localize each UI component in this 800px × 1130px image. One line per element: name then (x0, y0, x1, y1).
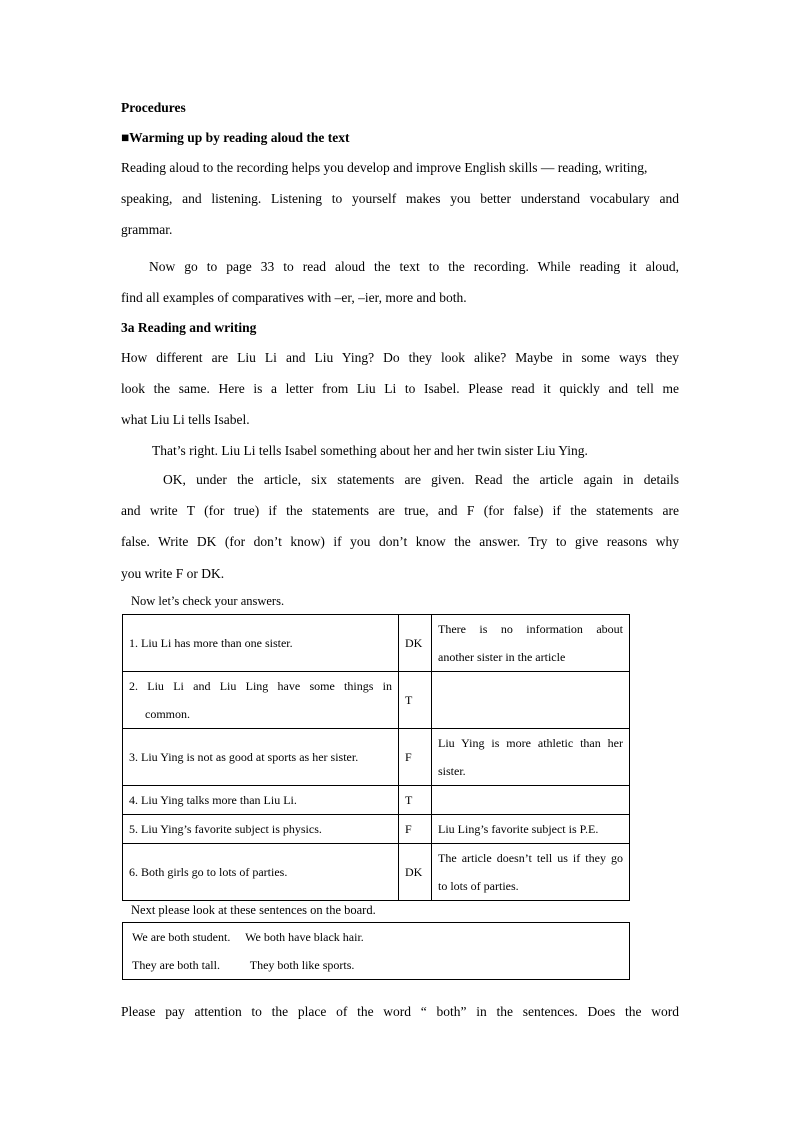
table-row (123, 672, 630, 729)
reason-text: The article doesn’t tell us if they go (438, 851, 623, 865)
square-bullet-icon: ■ (121, 130, 130, 145)
statement-text: 4. Liu Ying talks more than Liu Li. (129, 793, 297, 807)
reason-cell (432, 672, 630, 729)
reason-cell (432, 729, 630, 786)
reason-text: Liu Ling’s favorite subject is P.E. (438, 822, 599, 836)
reason-cell (432, 786, 630, 815)
reason-text: another sister in the article (438, 650, 566, 664)
reason-text: There is no information about (438, 622, 623, 636)
heading-procedures: Procedures (121, 100, 186, 115)
how-line-1: How different are Liu Li and Liu Ying? Do they look alike? Maybe in some ways they (121, 350, 679, 365)
warmup-line-2: speaking, and listening. Listening to yourself makes you better understand vocabulary and (121, 191, 679, 206)
answers-table (122, 614, 630, 901)
statement-cell (123, 844, 399, 901)
reason-cell (432, 844, 630, 901)
board-sentence-line: They are both tall. They both like sports. (132, 958, 355, 972)
board-sentence-line: We are both student. We both have black hair. (132, 930, 364, 944)
statement-text: 1. Liu Li has more than one sister. (129, 636, 293, 650)
answer-cell: F (399, 815, 432, 844)
statement-text: common. (145, 707, 190, 721)
answer-cell: DK (399, 844, 432, 901)
statement-cell (123, 786, 399, 815)
statement-text: 2. Liu Li and Liu Ling have some things in (129, 679, 392, 693)
warmup-heading (121, 129, 679, 147)
statement-text: 6. Both girls go to lots of parties. (129, 865, 288, 879)
warmup-line-3: grammar. (121, 222, 173, 237)
check-answers-caption: Now let’s check your answers. (131, 594, 285, 608)
warmup-title: Warming up by reading aloud the text (129, 130, 350, 145)
ok-line-3: false. Write DK (for don’t know) if you don’t know the answer. Try to give reasons why (121, 534, 679, 549)
ok-line-4: you write F or DK. (121, 566, 225, 581)
statement-cell (123, 672, 399, 729)
statement-cell (123, 729, 399, 786)
statement-text: 5. Liu Ying’s favorite subject is physics. (129, 822, 322, 836)
ok-line-2: and write T (for true) if the statements are true, and F (for false) if the statements are (121, 503, 679, 518)
table-row (123, 844, 630, 901)
answer-cell: T (399, 672, 432, 729)
table-row (123, 615, 630, 672)
statement-text: 3. Liu Ying is not as good at sports as her sister. (129, 750, 359, 764)
reason-cell (432, 815, 630, 844)
page-line-1: Now go to page 33 to read aloud the text to the recording. While reading it aloud, (149, 259, 679, 274)
how-line-3: what Liu Li tells Isabel. (121, 412, 250, 427)
ok-line-1: OK, under the article, six statements are given. Read the article again in details (163, 472, 679, 487)
closing-line: Please pay attention to the place of the word “ both” in the sentences. Does the word (121, 1004, 679, 1019)
reason-text: sister. (438, 764, 466, 778)
answer-cell: DK (399, 615, 432, 672)
reason-text: Liu Ying is more athletic than her (438, 736, 623, 750)
reason-cell (432, 615, 630, 672)
page-line-2: find all examples of comparatives with –er, –ier, more and both. (121, 290, 467, 305)
board-caption: Next please look at these sentences on the board. (131, 903, 376, 917)
warmup-line-1: Reading aloud to the recording helps you develop and improve English skills — reading, writing, (121, 160, 648, 175)
statement-cell (123, 815, 399, 844)
answer-cell: T (399, 786, 432, 815)
statement-cell (123, 615, 399, 672)
thats-right-line: That’s right. Liu Li tells Isabel something about her and her twin sister Liu Ying. (152, 443, 588, 458)
reason-text: to lots of parties. (438, 879, 519, 893)
table-row (123, 729, 630, 786)
table-row (123, 786, 630, 815)
board-sentences-box (122, 922, 630, 980)
section-3a-heading: 3a Reading and writing (121, 320, 257, 335)
how-line-2: look the same. Here is a letter from Liu Li to Isabel. Please read it quickly and tell me (121, 381, 679, 396)
table-row (123, 815, 630, 844)
answer-cell: F (399, 729, 432, 786)
